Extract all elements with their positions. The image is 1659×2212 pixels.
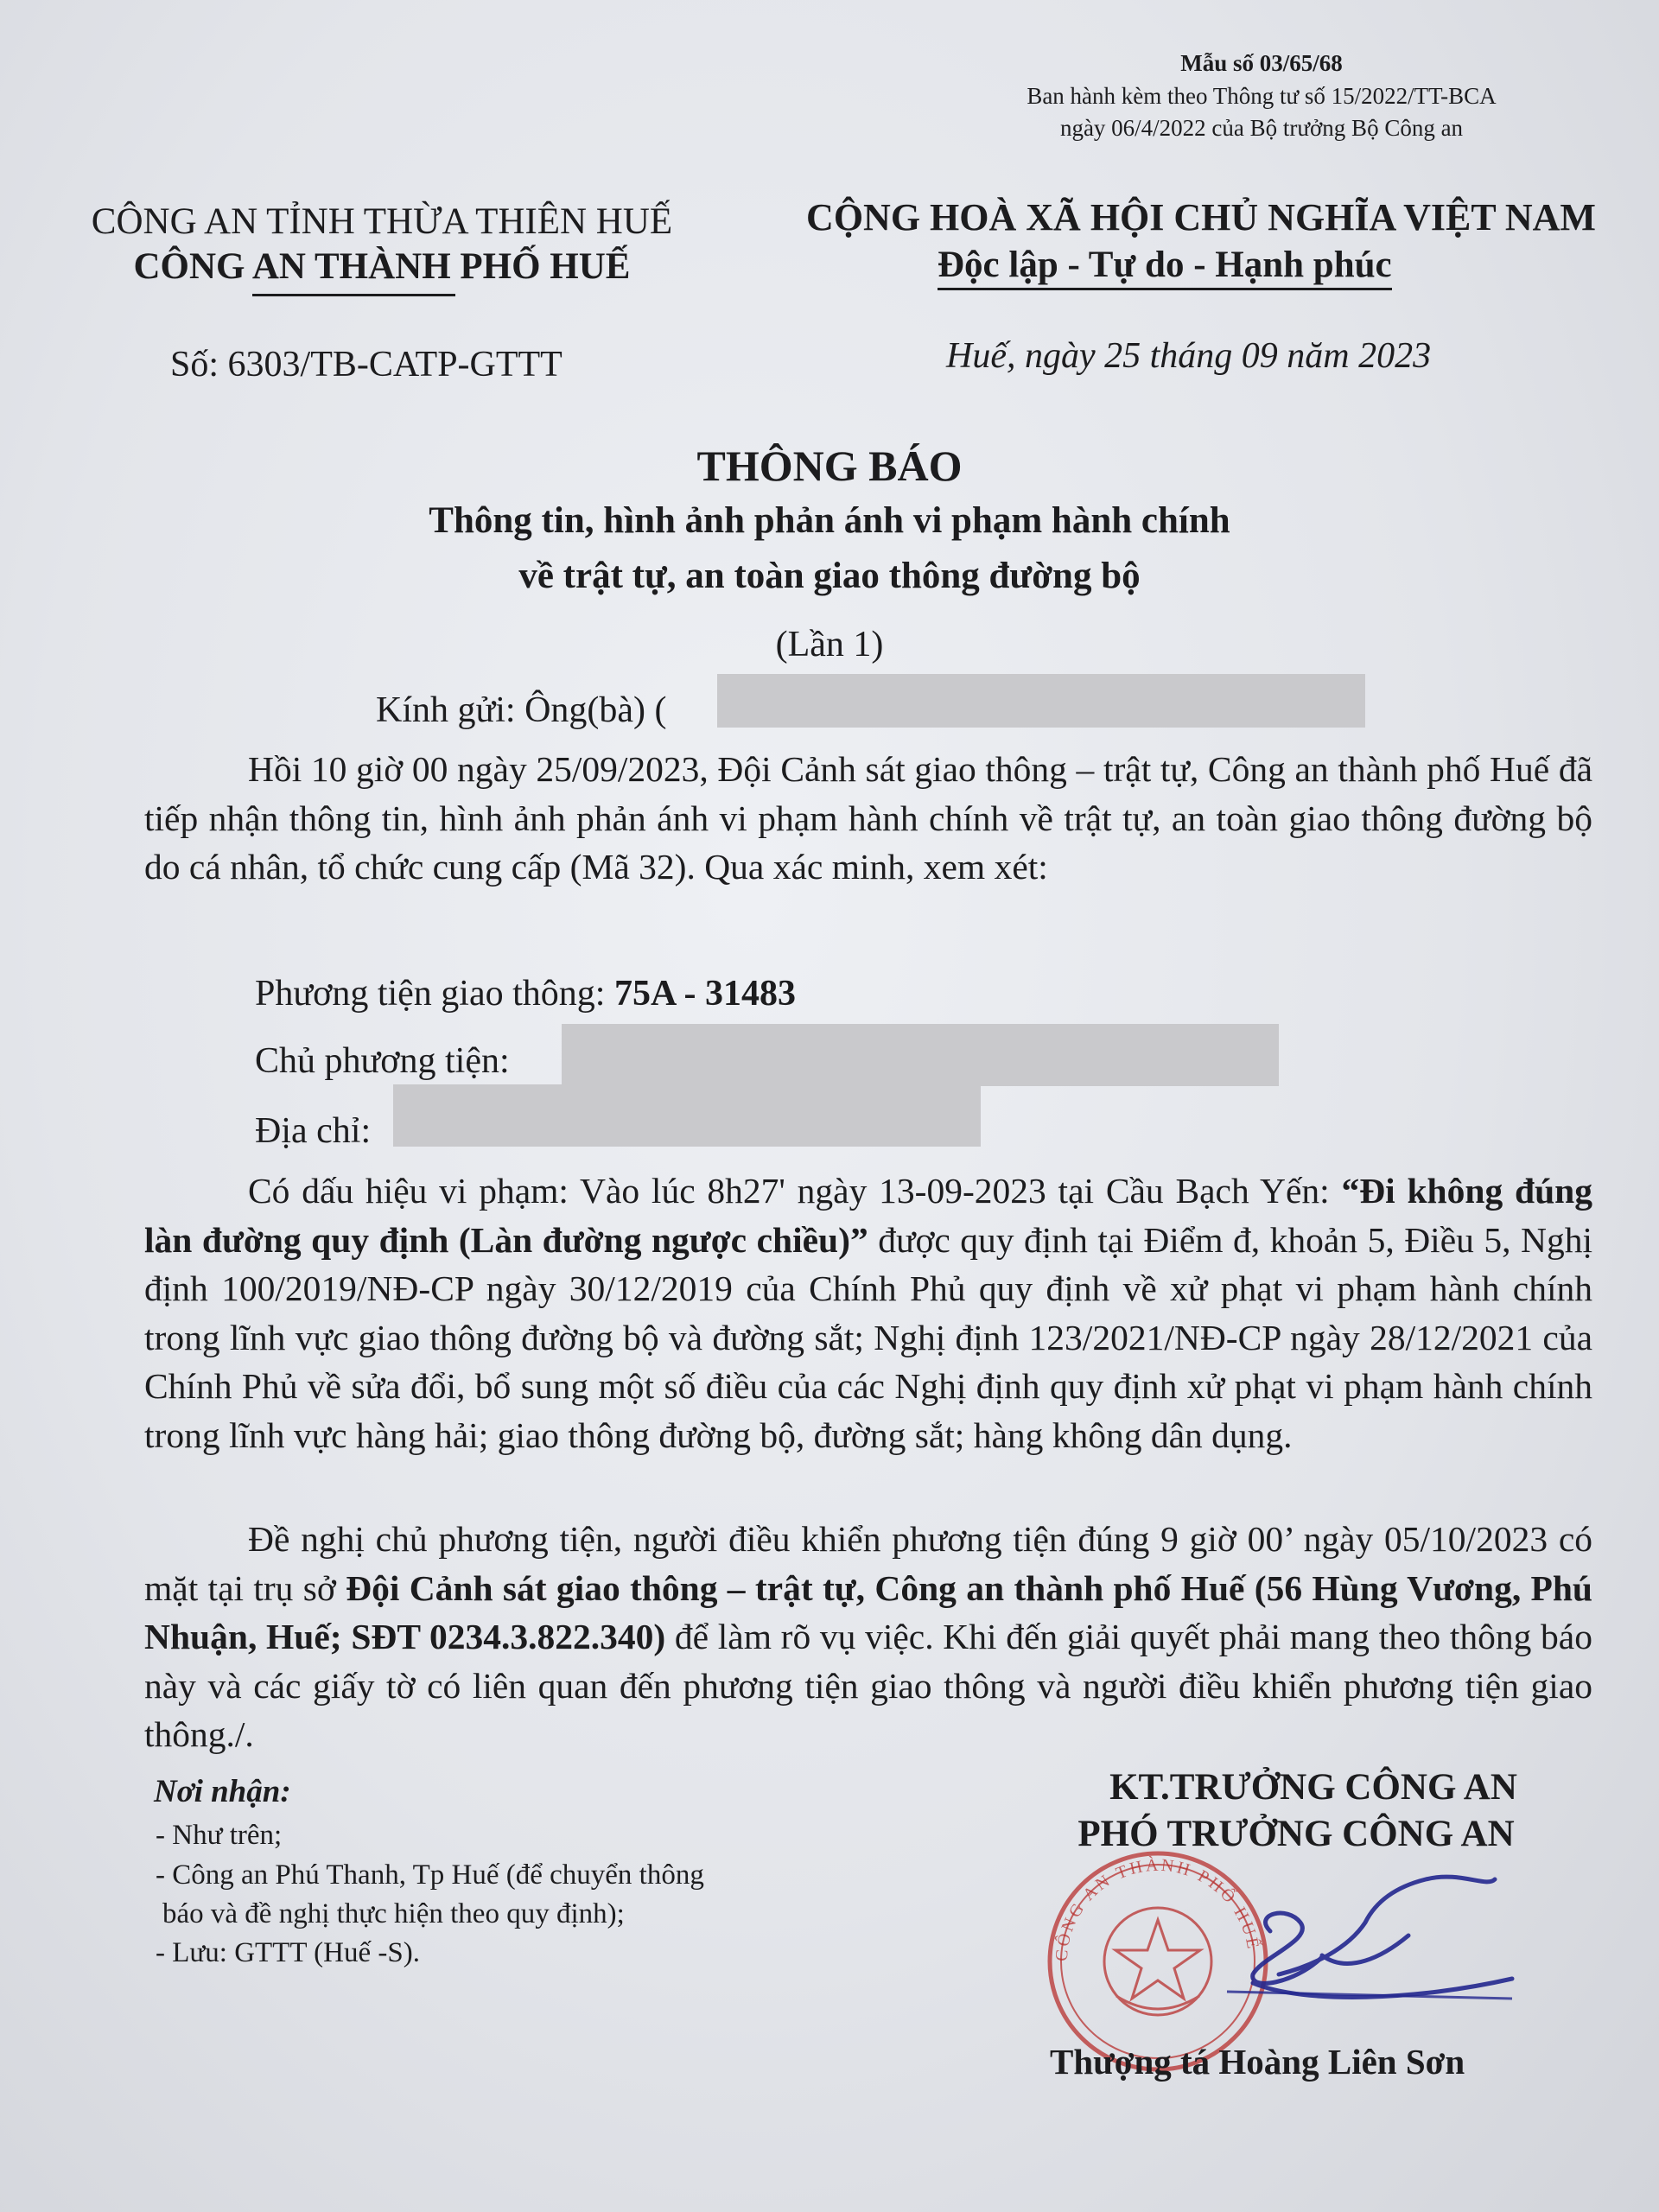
agency-parent: CÔNG AN TỈNH THỪA THIÊN HUẾ bbox=[91, 201, 673, 242]
agency-underline bbox=[252, 294, 455, 296]
vehicle-label: Phương tiện giao thông: bbox=[255, 974, 614, 1014]
signer-name: Thượng tá Hoàng Liên Sơn bbox=[1050, 2042, 1465, 2082]
recipients-item: - Lưu: GTTT (Huế -S). bbox=[156, 1937, 420, 1968]
signature-title-line2: PHÓ TRƯỞNG CÔNG AN bbox=[1077, 1814, 1515, 1854]
recipients-item: - Như trên; bbox=[156, 1820, 283, 1851]
document-subtitle-line2: về trật tự, an toàn giao thông đường bộ bbox=[518, 556, 1141, 596]
violation-description: “Đi không đúng làn đường quy định (Làn đường ngược chiều)” bbox=[144, 1171, 1592, 1260]
notice-round: (Lần 1) bbox=[775, 625, 884, 664]
request-instructions: để làm rõ vụ việc. Khi đến giải quyết phải mang theo thông báo này và các giấy tờ có liên quan đến phương tiện giao thông và người điều khiển phương tiện giao thông./. bbox=[144, 1617, 1592, 1754]
recipient-fragment: ( bbox=[654, 690, 667, 730]
doc-number: Số: 6303/TB-CATP-GTTT bbox=[170, 345, 563, 385]
intro-paragraph: Hồi 10 giờ 00 ngày 25/09/2023, Đội Cảnh sát giao thông – trật tự, Công an thành phố Huế đã tiếp nhận thông tin, hình ảnh phản ánh vi phạm hành chính về trật tự, an toàn giao thông đường bộ do cá nhân, tổ chức cung cấp (Mã 32). Qua xác minh, xem xét: bbox=[144, 749, 1592, 887]
place-date: Huế, ngày 25 tháng 09 năm 2023 bbox=[946, 336, 1432, 376]
recipients-heading: Nơi nhận: bbox=[154, 1774, 291, 1809]
agency-name: CÔNG AN THÀNH PHỐ HUẾ bbox=[133, 246, 631, 287]
address-label: Địa chỉ: bbox=[255, 1111, 372, 1151]
request-paragraph bbox=[144, 1515, 1592, 1759]
signature-title-line1: KT.TRƯỞNG CÔNG AN bbox=[1109, 1767, 1517, 1808]
violation-paragraph bbox=[144, 1166, 1592, 1459]
recipient-label: Kính gửi: Ông(bà) bbox=[376, 690, 655, 730]
recipients-item: - Công an Phú Thanh, Tp Huế (để chuyển thông bbox=[156, 1859, 704, 1891]
recipient-line bbox=[376, 690, 667, 731]
recipients-item: báo và đề nghị thực hiện theo quy định); bbox=[162, 1898, 625, 1929]
form-issued-with: Ban hành kèm theo Thông tư số 15/2022/TT-BCA bbox=[1027, 83, 1497, 109]
request-location: Đội Cảnh sát giao thông – trật tự, Công an thành phố Huế (56 Hùng Vương, Phú Nhuận, Huế; SĐT 0234.3.822.340) bbox=[144, 1567, 1593, 1656]
recipient-redaction bbox=[717, 674, 1365, 728]
document-title: THÔNG BÁO bbox=[696, 442, 963, 490]
violation-prefix: Có dấu hiệu vi phạm: Vào lúc 8h27' ngày 13-09-2023 tại Cầu Bạch Yến: bbox=[248, 1171, 1342, 1211]
vehicle-plate: 75A - 31483 bbox=[613, 974, 796, 1014]
form-code: Mẫu số 03/65/68 bbox=[1180, 50, 1343, 76]
seal-text: CÔNG AN THÀNH PHỐ HUẾ bbox=[1052, 1855, 1263, 1962]
nation-motto: Độc lập - Tự do - Hạnh phúc bbox=[938, 244, 1392, 290]
request-prefix: Đề nghị chủ phương tiện, người điều khiển phương tiện đúng 9 giờ 00’ ngày 05/10/2023 có mặt tại trụ sở bbox=[144, 1519, 1592, 1608]
address-redaction bbox=[393, 1084, 981, 1147]
owner-label: Chủ phương tiện: bbox=[255, 1041, 510, 1081]
vehicle-line bbox=[255, 973, 796, 1014]
owner-redaction bbox=[562, 1024, 1279, 1086]
handwritten-signature bbox=[1201, 1853, 1599, 2026]
document-subtitle-line1: Thông tin, hình ảnh phản ánh vi phạm hành chính bbox=[429, 500, 1230, 541]
form-issued-date: ngày 06/4/2022 của Bộ trưởng Bộ Công an bbox=[1059, 115, 1464, 141]
violation-legal-basis: được quy định tại Điểm đ, khoản 5, Điều 5, Nghị định 100/2019/NĐ-CP ngày 30/12/2019 của Chính Phủ quy định về xử phạt vi phạm hành chính trong lĩnh vực giao thông đường bộ và đường sắt; Nghị định 123/2021/NĐ-CP ngày 28/12/2021 của Chính Phủ về sửa đổi, bổ sung một số điều của các Nghị định quy định xử phạt vi phạm hành chính trong lĩnh vực hàng hải; giao thông đường bộ, đường sắt; hàng không dân dụng. bbox=[144, 1219, 1592, 1455]
nation-name: CỘNG HOÀ XÃ HỘI CHỦ NGHĨA VIỆT NAM bbox=[806, 196, 1596, 238]
